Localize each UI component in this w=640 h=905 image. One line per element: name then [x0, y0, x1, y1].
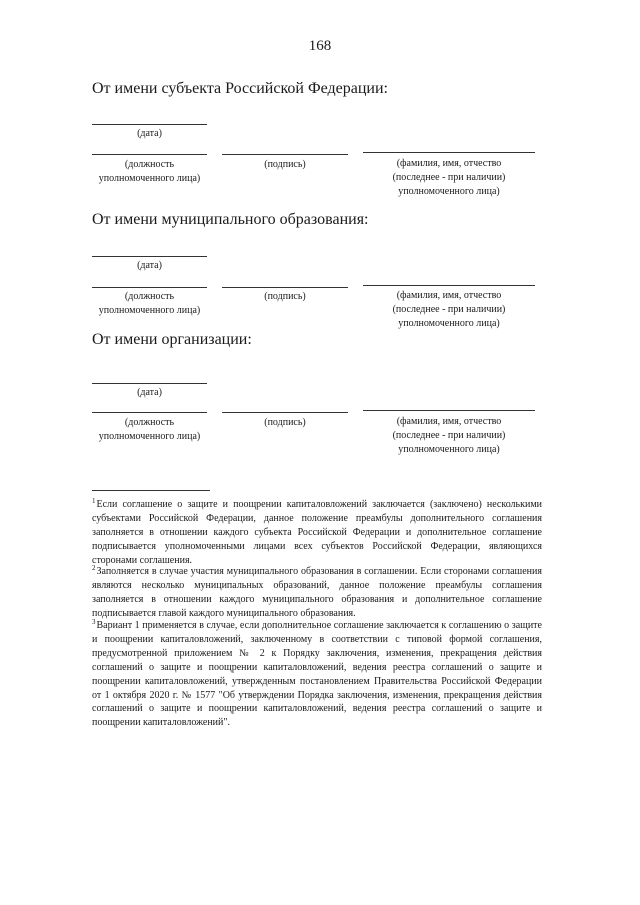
page-number: 168: [308, 38, 332, 54]
date-line: [92, 256, 207, 257]
footnote-text: Заполняется в случае участия муниципального образования в соглашении. Если сторонами соглашения являются несколько муниципальных образований, данное положение преамбулы соглашения заполняется в отношении каждого муниципального образования и дополнительное соглашение подписывается главой каждого муниципального образования.: [92, 566, 542, 619]
section-heading: От имени муниципального образования:: [92, 211, 369, 228]
position-label: (должность уполномоченного лица): [98, 291, 201, 316]
position-line: [92, 287, 207, 288]
signature-label: (подпись): [264, 291, 306, 302]
signature-line: [222, 287, 348, 288]
signature-label: (подпись): [264, 417, 306, 428]
footnote-separator: [92, 490, 210, 491]
footnote-mark: 2: [92, 564, 96, 572]
name-label: (фамилия, имя, отчество (последнее - при наличии) уполномоченного лица): [392, 416, 506, 455]
signature-label: (подпись): [264, 159, 306, 170]
position-label: (должность уполномоченного лица): [98, 417, 201, 442]
name-line: [363, 152, 535, 153]
signature-line: [222, 154, 348, 155]
footnote-mark: 3: [92, 618, 96, 626]
name-line: [363, 285, 535, 286]
footnote-mark: 1: [92, 497, 96, 505]
date-label: (дата): [137, 387, 162, 398]
signature-line: [222, 412, 348, 413]
position-line: [92, 412, 207, 413]
date-label: (дата): [137, 260, 162, 271]
name-label: (фамилия, имя, отчество (последнее - при наличии) уполномоченного лица): [392, 158, 506, 197]
footnote-text: Вариант 1 применяется в случае, если дополнительное соглашение заключается к соглашению о защите и поощрении капиталовложений, заключенному в соответствии с типовой формой соглашения, предусмотренной приложением № 2 к Порядку заключения, изменения, прекращения действия соглашений о защите и поощрении капиталовложений, ведения реестра соглашений о защите и поощрении капиталовложений, утвержденным постановлением Правительства Российской Федерации от 1 октября 2020 г. № 1577 "Об утверждении Порядка заключения, изменения, прекращения действия соглашений о защите и поощрении капиталовложений, ведения реестра соглашений о защите и поощрении капиталовложений".: [92, 620, 542, 729]
position-label: (должность уполномоченного лица): [98, 159, 201, 184]
date-line: [92, 124, 207, 125]
footnote-1: [92, 498, 542, 568]
name-label: (фамилия, имя, отчество (последнее - при наличии) уполномоченного лица): [392, 290, 506, 329]
footnote-2: [92, 565, 542, 621]
position-line: [92, 154, 207, 155]
date-label: (дата): [137, 128, 162, 139]
footnote-text: Если соглашение о защите и поощрении капиталовложений заключается (заключено) несколькими субъектами Российской Федерации, данное положение преамбулы дополнительного соглашения заполняется в отношении каждого субъекта Российской Федерации и дополнительное соглашение подписывается уполномоченными лицами всех субъектов Российской Федерации, являющихся сторонами соглашения.: [92, 499, 542, 566]
section-heading: От имени субъекта Российской Федерации:: [92, 80, 388, 97]
name-line: [363, 410, 535, 411]
section-heading: От имени организации:: [92, 331, 252, 348]
footnote-3: [92, 619, 542, 730]
date-line: [92, 383, 207, 384]
